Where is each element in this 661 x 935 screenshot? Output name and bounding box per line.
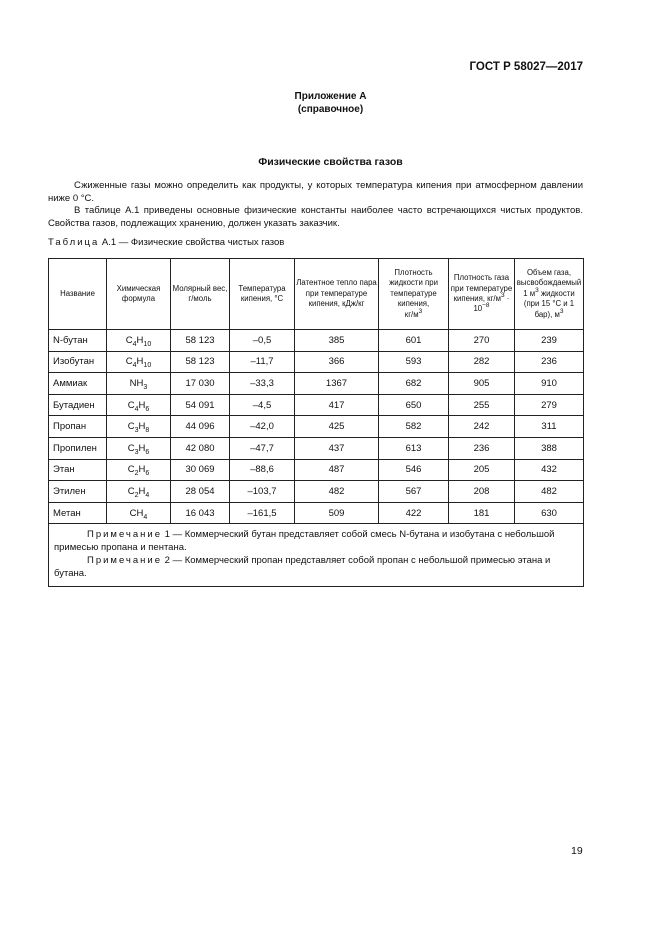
cell-liquid-density: 546 bbox=[379, 459, 449, 481]
cell-gas-volume: 239 bbox=[515, 330, 584, 352]
table-row bbox=[49, 437, 584, 459]
cell-formula: $C_3H_8$ bbox=[107, 416, 171, 438]
cell-boiling-temp: –47,7 bbox=[230, 437, 295, 459]
cell-latent-heat: 417 bbox=[295, 394, 379, 416]
cell-liquid-density: 593 bbox=[379, 351, 449, 373]
header-latent-heat: Латентное тепло пара при температуре кипения, кДж/кг bbox=[295, 259, 379, 330]
table-row bbox=[49, 351, 584, 373]
cell-liquid-density: 422 bbox=[379, 502, 449, 524]
cell-name: Аммиак bbox=[49, 373, 107, 395]
header-boiling-temp: Температура кипения, °С bbox=[230, 259, 295, 330]
cell-gas-volume: 630 bbox=[515, 502, 584, 524]
table-row bbox=[49, 459, 584, 481]
cell-name: N-бутан bbox=[49, 330, 107, 352]
cell-gas-volume: 311 bbox=[515, 416, 584, 438]
cell-gas-volume: 279 bbox=[515, 394, 584, 416]
cell-molar-weight: 58 123 bbox=[171, 330, 230, 352]
table-row bbox=[49, 330, 584, 352]
document-standard-number: ГОСТ Р 58027—2017 bbox=[469, 61, 583, 73]
cell-gas-density: 236 bbox=[449, 437, 515, 459]
cell-gas-density: 905 bbox=[449, 373, 515, 395]
cell-formula: $C_2H_6$ bbox=[107, 459, 171, 481]
table-row bbox=[49, 502, 584, 524]
cell-latent-heat: 437 bbox=[295, 437, 379, 459]
cell-gas-density: 205 bbox=[449, 459, 515, 481]
appendix-heading bbox=[0, 90, 661, 116]
cell-formula: $CH_4$ bbox=[107, 502, 171, 524]
cell-formula: $C_4H_6$ bbox=[107, 394, 171, 416]
table-row bbox=[49, 373, 584, 395]
cell-name: Изобутан bbox=[49, 351, 107, 373]
table-caption-text: А.1 — Физические свойства чистых газов bbox=[101, 237, 285, 248]
table-row bbox=[49, 416, 584, 438]
cell-liquid-density: 682 bbox=[379, 373, 449, 395]
cell-latent-heat: 1367 bbox=[295, 373, 379, 395]
cell-molar-weight: 58 123 bbox=[171, 351, 230, 373]
cell-boiling-temp: –88,6 bbox=[230, 459, 295, 481]
header-liquid-density: Плотность жидкости при температуре кипения, $кг/м^3$ bbox=[379, 259, 449, 330]
table-caption-label: Таблица bbox=[48, 237, 100, 248]
table-notes bbox=[49, 524, 584, 587]
paragraph: Сжиженные газы можно определить как продукты, у которых температура кипения при атмосферном давлении ниже 0 °С. bbox=[48, 180, 583, 204]
appendix-subtitle: (справочное) bbox=[297, 104, 364, 115]
cell-molar-weight: 28 054 bbox=[171, 481, 230, 503]
table-row bbox=[49, 481, 584, 503]
section-title: Физические свойства газов bbox=[258, 156, 403, 168]
cell-boiling-temp: –0,5 bbox=[230, 330, 295, 352]
cell-molar-weight: 54 091 bbox=[171, 394, 230, 416]
cell-formula: $C_2H_4$ bbox=[107, 481, 171, 503]
cell-name: Пропан bbox=[49, 416, 107, 438]
cell-liquid-density: 567 bbox=[379, 481, 449, 503]
cell-molar-weight: 17 030 bbox=[171, 373, 230, 395]
cell-gas-density: 242 bbox=[449, 416, 515, 438]
cell-name: Этилен bbox=[49, 481, 107, 503]
cell-name: Метан bbox=[49, 502, 107, 524]
cell-molar-weight: 44 096 bbox=[171, 416, 230, 438]
appendix-title: Приложение А bbox=[294, 91, 367, 102]
header-formula: Химическая формула bbox=[107, 259, 171, 330]
cell-liquid-density: 613 bbox=[379, 437, 449, 459]
cell-gas-volume: 236 bbox=[515, 351, 584, 373]
cell-molar-weight: 16 043 bbox=[171, 502, 230, 524]
cell-gas-density: 181 bbox=[449, 502, 515, 524]
cell-formula: $C_4H_{10}$ bbox=[107, 330, 171, 352]
cell-boiling-temp: –42,0 bbox=[230, 416, 295, 438]
cell-formula: $C_4H_{10}$ bbox=[107, 351, 171, 373]
header-gas-volume: Объем газа, высвобождаемый 1 $м^3$ жидкости (при 15 °С и 1 бар), $м^3$ bbox=[515, 259, 584, 330]
cell-boiling-temp: –161,5 bbox=[230, 502, 295, 524]
cell-gas-volume: 910 bbox=[515, 373, 584, 395]
cell-latent-heat: 487 bbox=[295, 459, 379, 481]
cell-name: Этан bbox=[49, 459, 107, 481]
cell-formula: $NH_3$ bbox=[107, 373, 171, 395]
note-1: Примечание 1 — Коммерческий бутан представляет собой смесь N-бутана и изобутана с небольшой примесью пропана и пентана. bbox=[54, 529, 555, 554]
cell-gas-volume: 482 bbox=[515, 481, 584, 503]
cell-latent-heat: 366 bbox=[295, 351, 379, 373]
header-gas-density: Плотность газа при температуре кипения, $кг/м^3 \cdot 10^{-8}$ bbox=[449, 259, 515, 330]
cell-boiling-temp: –11,7 bbox=[230, 351, 295, 373]
cell-gas-volume: 388 bbox=[515, 437, 584, 459]
cell-name: Бутадиен bbox=[49, 394, 107, 416]
cell-name: Пропилен bbox=[49, 437, 107, 459]
cell-latent-heat: 385 bbox=[295, 330, 379, 352]
table-header-row bbox=[49, 259, 584, 330]
cell-liquid-density: 601 bbox=[379, 330, 449, 352]
cell-molar-weight: 30 069 bbox=[171, 459, 230, 481]
cell-liquid-density: 582 bbox=[379, 416, 449, 438]
gas-properties-table bbox=[48, 258, 584, 587]
cell-latent-heat: 509 bbox=[295, 502, 379, 524]
cell-gas-volume: 432 bbox=[515, 459, 584, 481]
header-name: Название bbox=[49, 259, 107, 330]
cell-latent-heat: 425 bbox=[295, 416, 379, 438]
cell-liquid-density: 650 bbox=[379, 394, 449, 416]
cell-gas-density: 208 bbox=[449, 481, 515, 503]
header-molar-weight: Молярный вес, г/моль bbox=[171, 259, 230, 330]
cell-boiling-temp: –103,7 bbox=[230, 481, 295, 503]
page-number: 19 bbox=[571, 845, 583, 857]
table-caption bbox=[48, 237, 284, 248]
cell-gas-density: 282 bbox=[449, 351, 515, 373]
cell-formula: $C_3H_6$ bbox=[107, 437, 171, 459]
paragraph: В таблице А.1 приведены основные физические константы наиболее часто встречающихся чистых продуктов. Свойства газов, подлежащих хранению, должен указать заказчик. bbox=[48, 205, 583, 229]
note-2: Примечание 2 — Коммерческий пропан представляет собой пропан с небольшой примесью этана и бутана. bbox=[54, 555, 551, 580]
cell-latent-heat: 482 bbox=[295, 481, 379, 503]
cell-molar-weight: 42 080 bbox=[171, 437, 230, 459]
table-row bbox=[49, 394, 584, 416]
cell-boiling-temp: –33,3 bbox=[230, 373, 295, 395]
cell-gas-density: 270 bbox=[449, 330, 515, 352]
cell-gas-density: 255 bbox=[449, 394, 515, 416]
cell-boiling-temp: –4,5 bbox=[230, 394, 295, 416]
body-text bbox=[48, 180, 583, 230]
table-notes-row bbox=[49, 524, 584, 587]
